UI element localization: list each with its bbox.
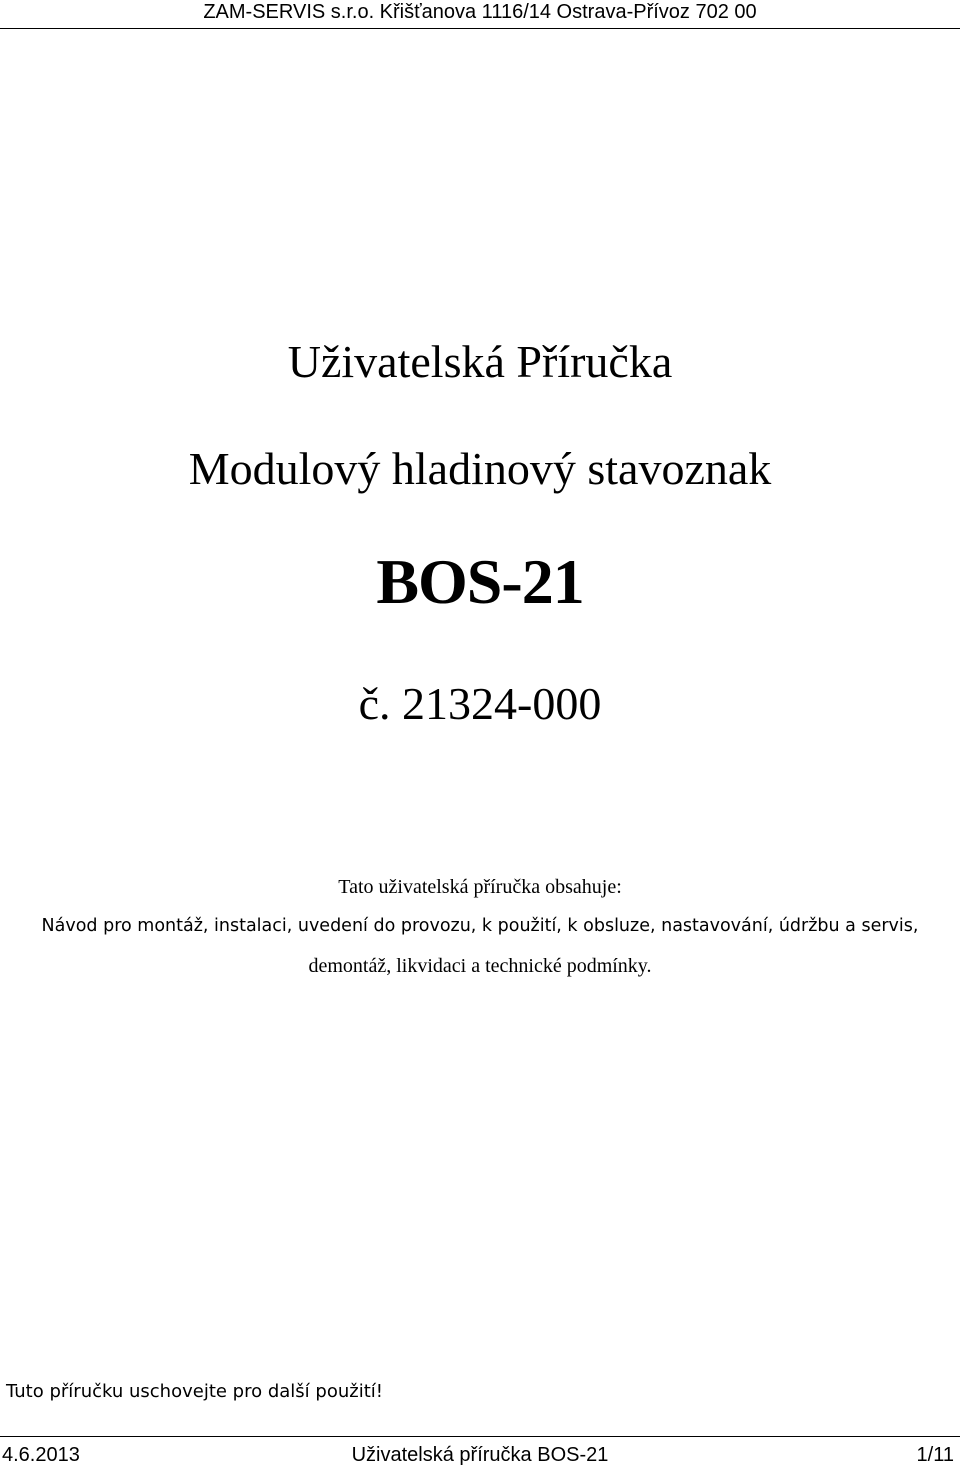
page-header [0, 0, 960, 29]
footer-title: Uživatelská příručka BOS-21 [351, 1444, 609, 1466]
document-subtitle: Modulový hladinový stavoznak [188, 443, 772, 494]
model-name: BOS-21 [376, 546, 584, 617]
footer-date: 4.6.2013 [2, 1444, 80, 1466]
page-footer [0, 1436, 960, 1468]
document-number: č. 21324-000 [358, 678, 602, 729]
document-title: Uživatelská Příručka [287, 336, 673, 387]
header-company: ZAM-SERVIS s.r.o. Křišťanova 1116/14 Ostrava-Přívoz 702 00 [203, 1, 757, 23]
intro-line-1: Tato uživatelská příručka obsahuje: [338, 876, 622, 898]
intro-line-2: Návod pro montáž, instalaci, uvedení do provozu, k použití, k obsluze, nastavování, údržbu a servis, [41, 916, 919, 936]
intro-line-3: demontáž, likvidaci a technické podmínky. [308, 955, 652, 977]
footer-page-number: 1/11 [916, 1444, 954, 1466]
keep-notice: Tuto příručku uschovejte pro další použití! [6, 1381, 383, 1402]
